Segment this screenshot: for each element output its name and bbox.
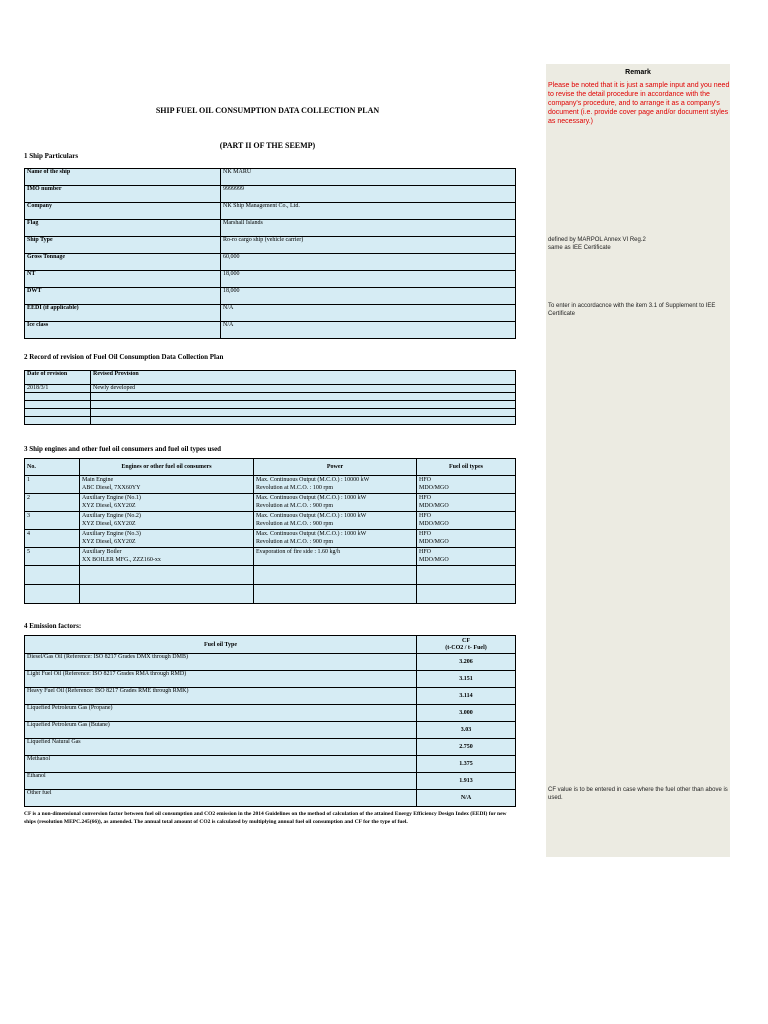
engine-fuel-types [417,530,516,548]
remark-note-marpol [548,236,728,252]
engine-no: 3 [25,512,80,530]
revision-provision [91,401,516,409]
power-revolution: Revolution at M.C.O. : 100 rpm [256,485,333,491]
table-row [25,705,516,722]
fuel-type-name: Liquefied Natural Gas [25,739,417,756]
consumer-name: Main Engine [82,477,114,483]
fuel-type-name: Heavy Fuel Oil (Reference: ISO 8217 Grades RME through RMK) [25,688,417,705]
fuel-type-2: MDO/MGO [419,557,449,563]
table-row [25,186,516,203]
cf-value: 3.151 [417,671,516,688]
fuel-type-name: Liquefied Petroleum Gas (Butane) [25,722,417,739]
fuel-type-2: MDO/MGO [419,539,449,545]
empty-cell [80,566,254,585]
revision-record-table [24,370,516,425]
engine-consumer [80,494,254,512]
empty-cell [25,585,80,604]
fuel-type-2: MDO/MGO [419,521,449,527]
table-row [25,654,516,671]
col-header-cf [417,636,516,654]
table-row [25,220,516,237]
engine-consumer [80,512,254,530]
col-header-date: Date of revision [25,371,91,385]
col-header-consumers: Engines or other fuel oil consumers [80,459,254,476]
empty-cell [80,585,254,604]
particular-value: 9999999 [221,186,516,203]
table-row [25,790,516,807]
fuel-type-2: MDO/MGO [419,503,449,509]
particular-label: Flag [25,220,221,237]
particular-value: N/A [221,322,516,339]
table-row [25,288,516,305]
remark-panel [546,64,730,857]
fuel-type-name: Other fuel [25,790,417,807]
table-row [25,530,516,548]
consumer-model: ABC Diesel, 7XX60YY [82,485,141,491]
power-revolution: Revolution at M.C.O. : 900 rpm [256,503,333,509]
engine-fuel-types [417,548,516,566]
remark-note-eedi: To enter in accordacnce with the item 3.1 of Supplement to IEE Certificate [548,303,716,317]
consumer-model: XX BOILER MFG., ZZZ160-xx [82,557,161,563]
empty-cell [254,585,417,604]
cf-footnote: CF is a non-dimensional conversion factor between fuel oil consumption and CO2 emission in the 2014 Guidelines on the method of calculation of the attained Energy Efficiency Design Index (EEDI) for new ships (resolution MEPC.245(66)), as amended. The annual total amount of CO2 is calculated by multiplying annual fuel oil consumption and CF for the type of fuel. [24,811,507,825]
cf-value: 3.000 [417,705,516,722]
engine-no: 4 [25,530,80,548]
table-row [25,512,516,530]
fuel-type-1: HFO [419,549,432,555]
section-2-heading: 2 Record of revision of Fuel Oil Consumption Data Collection Plan [24,353,224,361]
particular-label: Name of the ship [25,169,221,186]
fuel-type-1: HFO [419,495,432,501]
revision-provision: Newly developed [91,385,516,393]
col-header-power: Power [254,459,417,476]
engine-no: 1 [25,476,80,494]
particular-label: Company [25,203,221,220]
revision-date [25,409,91,417]
engine-fuel-types [417,512,516,530]
table-row [25,688,516,705]
power-output: Max. Continuous Output (M.C.O.) : 1000 kW [256,495,367,501]
cf-value: 3.03 [417,722,516,739]
particular-label: EEDI (if applicable) [25,305,221,322]
particular-value: Ro-ro cargo ship (vehicle carrier) [221,237,516,254]
table-row [25,739,516,756]
table-row [25,548,516,566]
col-header-fuel: Fuel oil types [417,459,516,476]
table-row [25,671,516,688]
engine-power [254,476,417,494]
particular-label: Ice class [25,322,221,339]
col-header-provision: Revised Provision [91,371,516,385]
fuel-type-name: Light Fuel Oil (Reference: ISO 8217 Grades RMA through RMD) [25,671,417,688]
table-row-empty [25,566,516,585]
power-revolution: Revolution at M.C.O. : 900 rpm [256,539,333,545]
cf-value: N/A [417,790,516,807]
table-row [25,409,516,417]
cf-symbol: CF [462,637,470,644]
document-subtitle: (PART II OF THE SEEMP) [219,141,316,150]
engine-power [254,512,417,530]
empty-cell [25,566,80,585]
consumer-name: Auxiliary Engine (No.3) [82,531,141,537]
engine-consumer [80,548,254,566]
engine-consumer [80,476,254,494]
fuel-type-1: HFO [419,477,432,483]
particular-label: DWT [25,288,221,305]
consumer-name: Auxiliary Engine (No.2) [82,513,141,519]
table-row [25,494,516,512]
table-row [25,773,516,790]
remark-title: Remark [625,69,651,76]
table-row [25,237,516,254]
cf-unit: (t-CO2 / t- Fuel) [445,644,487,651]
engine-consumer [80,530,254,548]
engine-no: 5 [25,548,80,566]
table-row [25,401,516,409]
particular-value: 60,000 [221,254,516,271]
table-row [25,203,516,220]
table-row [25,393,516,401]
table-row [25,254,516,271]
engine-fuel-types [417,494,516,512]
engine-power [254,548,417,566]
cf-value: 3.206 [417,654,516,671]
remark-note-marpol-line2: same as IEE Certificate [548,245,611,251]
power-output: Max. Continuous Output (M.C.O.) : 1000 kW [256,531,367,537]
cf-value: 1.375 [417,756,516,773]
consumer-name: Auxiliary Boiler [82,549,122,555]
cf-value: 2.750 [417,739,516,756]
power-revolution: Revolution at M.C.O. : 900 rpm [256,521,333,527]
engines-table [24,458,516,604]
engine-power [254,494,417,512]
revision-date: 2018/3/1 [25,385,91,393]
particular-value: NK MARU [221,169,516,186]
fuel-type-1: HFO [419,513,432,519]
cf-value: 3.114 [417,688,516,705]
particular-value: 18,000 [221,271,516,288]
fuel-type-2: MDO/MGO [419,485,449,491]
section-3-heading: 3 Ship engines and other fuel oil consumers and fuel oil types used [24,445,222,453]
engine-power [254,530,417,548]
empty-cell [417,585,516,604]
particular-label: NT [25,271,221,288]
particular-label: Ship Type [25,237,221,254]
particular-value: 18,000 [221,288,516,305]
table-row-empty [25,585,516,604]
emission-factors-table [24,635,516,807]
revision-provision [91,393,516,401]
remark-note-marpol-line1: defined by MARPOL Annex VI Reg.2 [548,237,646,243]
table-row [25,756,516,773]
consumer-model: XYZ Diesel, 6XY20Z [82,539,136,545]
power-output: Max. Continuous Output (M.C.O.) : 10000 kW [256,477,370,483]
revision-date [25,417,91,425]
particular-label: Gross Tonnage [25,254,221,271]
consumer-model: XYZ Diesel, 6XY20Z [82,521,136,527]
particular-label: IMO number [25,186,221,203]
col-header-fuel-type: Fuel oil Type [25,636,417,654]
table-row [25,305,516,322]
revision-date [25,393,91,401]
particular-value: N/A [221,305,516,322]
engine-fuel-types [417,476,516,494]
fuel-type-name: Ethanol [25,773,417,790]
particular-value: NK Ship Management Co., Ltd. [221,203,516,220]
remark-text: Please be noted that it is just a sample input and you need to revise the detail procedure in accordance with the company's procedure, and to arrange it as a company's document (i.e. provide cover page and/or document styles as necessary.) [548,82,730,125]
consumer-model: XYZ Diesel, 6XY20Z [82,503,136,509]
document-title: SHIP FUEL OIL CONSUMPTION DATA COLLECTION PLAN [155,106,380,115]
power-output: Evaporation of fire side : 1.60 kg/h [256,549,341,555]
section-1-heading: 1 Ship Particulars [24,152,79,160]
section-4-heading: 4 Emission factors: [24,622,82,630]
table-row [25,385,516,393]
fuel-type-name: Diesel/Gas Oil (Reference: ISO 8217 Grades DMX through DMB) [25,654,417,671]
fuel-type-1: HFO [419,531,432,537]
table-row [25,322,516,339]
col-header-no: No. [25,459,80,476]
table-row [25,271,516,288]
remark-note-cf: CF value is to be entered in case where the fuel other than above is used. [548,787,728,801]
particular-value: Marshall Islands [221,220,516,237]
fuel-type-name: Methanol [25,756,417,773]
empty-cell [254,566,417,585]
table-row [25,169,516,186]
consumer-name: Auxiliary Engine (No.1) [82,495,141,501]
table-row [25,722,516,739]
ship-particulars-table [24,168,516,339]
table-row [25,417,516,425]
engine-no: 2 [25,494,80,512]
revision-provision [91,417,516,425]
fuel-type-name: Liquefied Petroleum Gas (Propane) [25,705,417,722]
empty-cell [417,566,516,585]
table-row [25,476,516,494]
power-output: Max. Continuous Output (M.C.O.) : 1000 kW [256,513,367,519]
cf-value: 1.913 [417,773,516,790]
revision-provision [91,409,516,417]
revision-date [25,401,91,409]
